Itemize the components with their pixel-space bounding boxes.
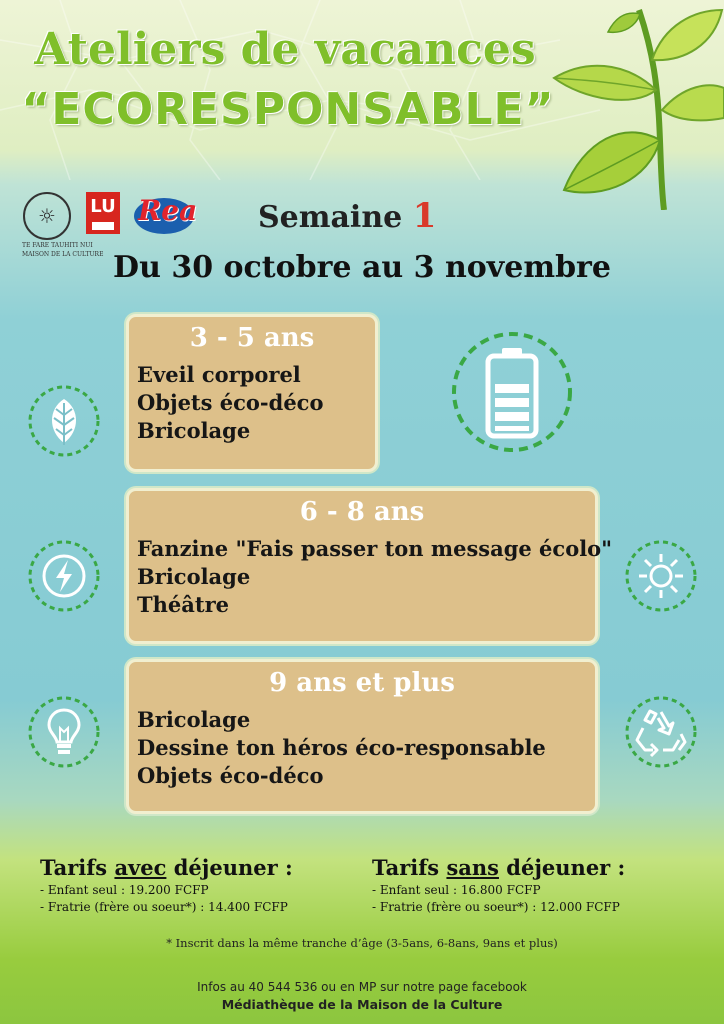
activity-item: Objets éco-déco (137, 390, 324, 415)
age-group-title: 3 - 5 ans (189, 323, 315, 353)
seal-text: TE FARE TAUHITI NUI (22, 242, 93, 249)
poster-subtitle: “ECORESPONSABLE” (21, 84, 555, 135)
age-group-card-6-8 (126, 488, 613, 644)
pricing-keyword: avec (114, 855, 167, 880)
poster-title: Ateliers de vacances (34, 24, 536, 75)
activity-list (137, 535, 613, 619)
age-group-card-9-plus (126, 659, 598, 814)
lu-logo-text: LU (90, 196, 116, 217)
pricing-without-lunch (372, 855, 625, 914)
activity-item: Bricolage (137, 564, 251, 589)
age-group-title: 6 - 8 ans (299, 497, 425, 527)
activity-item: Objets éco-déco (137, 763, 324, 788)
week-heading (258, 196, 436, 236)
activity-item: Dessine ton héros éco-responsable (137, 735, 546, 760)
activity-list (137, 706, 595, 790)
pricing-heading: Tarifs sans déjeuner : (372, 855, 626, 880)
partner-logos (22, 192, 198, 258)
pricing-with-lunch (40, 855, 293, 914)
activity-item: Théâtre (137, 592, 229, 617)
seal-emblem-icon: ☼ (23, 192, 71, 240)
rea-logo-text: Rea (138, 194, 198, 227)
lightbulb-icon (26, 694, 102, 770)
activity-item: Bricolage (137, 707, 251, 732)
activity-list (137, 361, 375, 445)
contact-info: Infos au 40 544 536 ou en MP sur notre page facebook (197, 980, 527, 994)
price-line: - Enfant seul : 16.800 FCFP (372, 883, 541, 897)
age-group-title: 9 ans et plus (269, 668, 455, 698)
price-line: - Enfant seul : 19.200 FCFP (40, 883, 209, 897)
activity-item: Eveil corporel (137, 362, 301, 387)
price-line: - Fratrie (frère ou soeur*) : 12.000 FCFP (372, 900, 620, 914)
age-group-card-3-5 (126, 314, 378, 472)
pricing-keyword: sans (446, 855, 499, 880)
sun-icon (623, 538, 699, 614)
rea-logo (134, 192, 196, 238)
activity-item: Fanzine "Fais passer ton message écolo" (137, 536, 613, 561)
leaf-icon (26, 383, 102, 459)
pricing-footnote: * Inscrit dans la même tranche d’âge (3-5ans, 6-8ans, 9ans et plus) (166, 936, 558, 950)
battery-icon (450, 330, 574, 454)
plant-sprout-illustration (544, 0, 724, 210)
pricing-heading: Tarifs avec déjeuner : (40, 855, 293, 880)
week-number: 1 (412, 196, 437, 236)
week-label: Semaine (258, 200, 403, 235)
lu-logo (86, 192, 120, 234)
week-dates: Du 30 octobre au 3 novembre (113, 250, 611, 285)
price-line: - Fratrie (frère ou soeur*) : 14.400 FCFP (40, 900, 288, 914)
lightning-icon (26, 538, 102, 614)
organizer-name: Médiathèque de la Maison de la Culture (221, 997, 503, 1012)
activity-item: Bricolage (137, 418, 251, 443)
recycle-icon (623, 694, 699, 770)
seal-subtext: MAISON DE LA CULTURE (22, 251, 104, 258)
